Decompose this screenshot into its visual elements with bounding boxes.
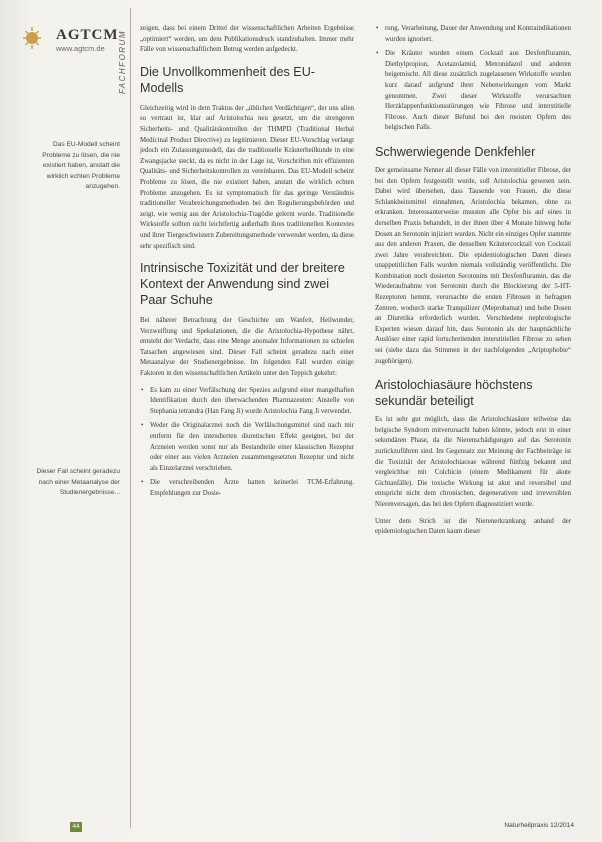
- intro-paragraph: zeigen, dass bei einem Drittel der wissenschaftlichen Arbeiten Ergebnisse „optimiert“ werden, um dem Publikationsdruck standzuhalten. Immer mehr Fälle von wissenschaftlichem Betrug werden aufgedeckt.: [140, 25, 354, 54]
- list-item: • Die Kräuter wurden einem Cocktail aus Dexfenfluramin, Diethylpropion, Acetazolamid, Metronidazol und anderen beigemischt. All diese zusätzlich zugelassenen Wirkstoffe wurden kurz darauf aufgrund ihrer Nebenwirkungen vom Markt genommen. Zwei dieser Wirkstoffe verursachten Herzklappenfunktionsstörungen wie Fibrose und interstitielle Fibrose. Auch dieser Befund bei den meisten Opfern des belgischen Falls.: [375, 49, 571, 134]
- list-item: • Weder die Originalarznei noch die Verfälschungsmittel sind nach mir entfernt für den intendierten diuretischen Effekt geeignet, bei der Arzneien werden sonst nur als Bestandteile einer klassischen Rezeptur oder einer aus vielen Arzneien zusammengesetzten Rezeptur und nicht als Einzelarznei verschrieben.: [140, 421, 354, 474]
- paragraph-denkfehler: Der gemeinsame Nenner all dieser Fälle von interstitieller Fibrose, der bei den Opfern festgestellt wurde, soll Aristolochia gewesen sein. Dabei wird übersehen, dass Tausende von Frauen, die diese Schlankheitsmittel einnahmen, Aristolochia bekamen, ohne zu erkranken. Interessanterweise mussten alle Opfer bis auf eines in derselben Praxis behandelt, in der ihnen über 4 Monate hinweg hohe Dosen an Serotonin injiziert wurden. Nicht ein einziges Opfer stammte aus den anderen Praxen, die denselben Kräutercocktail von Cocktail zwei Jahre verabreichten. Die epidemiologischen Daten dieses unappetitlichen Falls wurden niemals vollständig veröffentlicht. Die Kombination noch dosierten Serotonins mit Dexfenfluramin, das die Wiederaufnahme von Serotonin durch die Blockierung der 5-HT-Rezeptoren hemmt, verursachte die ersten Fibrosen in befragten Zentren, wodurch starke Tranquilizer (Meprobamat) und hohe Dosen an Diuretika erforderlich wurden. Verschiedene nephrologische Experten wiesen darauf hin, dass Serotonin als der hauptsächliche Auslöser einer rapid fortschreitenden interstitiellen Fibrose zu sehen sei (siehe dazu das Stimmen in der nachfolgenden „Ariptophobie“ zugehörigen).: [375, 166, 571, 365]
- left-column: [140, 24, 354, 504]
- right-bullet-list: [375, 24, 571, 134]
- logo-url: www.agtcm.de: [56, 44, 105, 53]
- list-item: • Die verschreibenden Ärzte hatten keinerlei TCM-Erfahrung. Empfehlungen zur Dosie-: [140, 478, 354, 499]
- page-number: 44: [70, 822, 82, 832]
- heading-toxizitaet: Intrinsische Toxizität und der breitere Kontext der Anwendung sind zwei Paar Schuhe: [140, 261, 345, 308]
- logo-name: AGTCM: [56, 27, 119, 43]
- section-tag: [118, 22, 130, 102]
- journal-footer: Naturheilpraxis 12/2014: [504, 822, 574, 829]
- right-column: [375, 24, 571, 544]
- heading-eu-modell: Die Unvollkommenheit des EU-Modells: [140, 64, 315, 95]
- column-divider: [130, 8, 131, 828]
- heading-denkfehler: Schwerwiegende Denkfehler: [375, 144, 536, 159]
- list-item: • Es kam zu einer Verfälschung der Spezies aufgrund einer mangelhaften Identifikation durch den überwachenden Pharmazeuten: Anstelle von Stephania tetrandra (Han Fang Ji) wurde Aristolochia Fang Ji verwendet.: [140, 386, 354, 418]
- left-bullet-list: [140, 386, 354, 500]
- paragraph-eu-modell: Gleichzeitig wird in dem Traktus der „üblichen Verdächtigen“, der uns allen so vertraut ist, klar auf Aristolochia neu gesetzt, um die strengeren Sicherheits- und Qualitätskontrollen der THMPD (Traditional Herbal Medicinal Product Directive) zu legitimieren. Dieser EU-Vorschlag verlangt jedoch ein Zulassungsmodell, das die traditionelle Kräuterheilkunde in eine Zwangsjacke steckt, da es nicht in der Lage ist, Vorschriften mit effizienten Qualitäts- und Sicherheitskontrollen zu vereinbaren. Das EU-Modell scheint Probleme zu lösen, die nie existiert haben, anstatt die wirklich echten Probleme anzugehen. Es ist symptomatisch für das geringe Verständnis traditioneller Verabreichungsmethoden bei den Regulierungsbehörden und zeigt, wie wenig aus der Aristolochia-Tragödie gelernt wurde. Traditionelle Wirkstoffe sollten nicht leichtfertig außerhalb ihres traditionellen Kontextes und ihrer Tiergeschwistern Zubereitungsmethode verwendet werden, da diese sehr spezifisch sind.: [140, 104, 354, 250]
- list-item: • rung, Verarbeitung, Dauer der Anwendung und Kontraindikationen wurden ignoriert.: [375, 24, 571, 45]
- side-note-1: Das EU-Modell scheint Probleme zu lösen, die nie existiert haben, anstatt die wirklich echten Probleme anzugehen.: [42, 141, 120, 191]
- sun-emblem-icon: [22, 26, 42, 50]
- side-note-2: Dieser Fall scheint geradezu nach einer Metaanalyse der Studienergebnisse...: [36, 468, 120, 497]
- paragraph-final: Unter dem Strich ist die Nierenerkrankung anhand der epidemiologischen Daten kaum dieser: [375, 517, 571, 536]
- paragraph-aristolochiasaeure: Es ist sehr gut möglich, dass die Aristolochiasäure teilweise das belgische Syndrom mitverursacht haben könnte, jedoch erst in einer sekundären Phase, da die Nierenschädigungen auf das Serotonin zurückzuführen sind. Im Gegensatz zur Meinung der Fachbeiträge ist die Toxizität der Aristolochiaceae während fünfzig bekannt und vergleichbar mit Colchicin (einem Medikament für akute Gichtanfälle). Die toxische Wirkung ist akut und reversibel und entspricht nicht dem chronischen, degenerativen und irreversiblen Nierenversagen, das bei den Opfern diagnostiziert wurde.: [375, 416, 571, 508]
- section-label: FACHFORUM: [118, 29, 127, 94]
- paragraph-toxizitaet: Bei näherer Betrachtung der Geschichte um Wanfeit, Heilwunder, Verzweiflung und Spekulationen, die die Aristolochia-Hypothese nährt, entsteht der Verdacht, dass eine Menge anomaler Informationen zu schiefen Tatsachen angewiesen sind. Dieser Fall scheint geradezu nach einer Metaanalyse der Studienergebnisse. Im folgenden Fall wurden einige Faktoren in den wissenschaftlichen Artikeln unter den Teppich gekehrt:: [140, 317, 354, 378]
- heading-aristolochiasaeure: Aristolochiasäure höchstens sekundär beteiligt: [375, 378, 533, 409]
